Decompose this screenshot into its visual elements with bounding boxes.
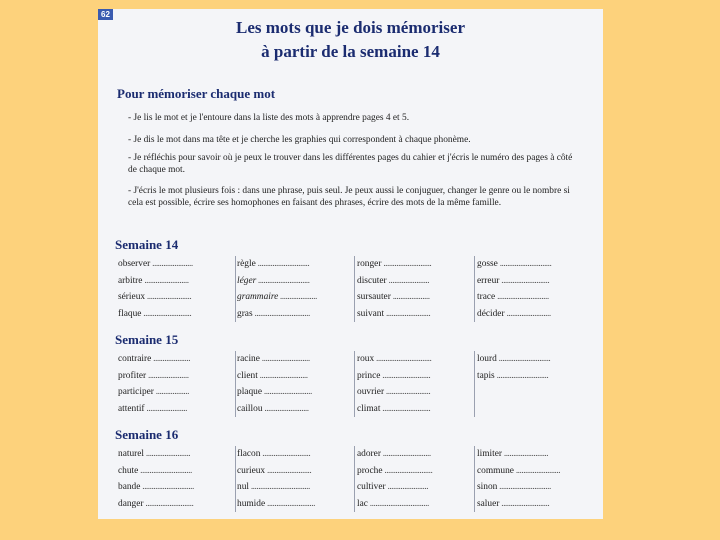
word-text: danger	[118, 498, 144, 509]
week-14-column-4	[476, 256, 594, 322]
word-text: climat	[357, 403, 381, 414]
word-text: limiter	[477, 449, 502, 459]
word-item	[476, 256, 594, 273]
dotted-fill-line: ........................	[145, 292, 192, 302]
dotted-fill-line: ........................	[144, 449, 191, 459]
word-text: attentif	[118, 403, 145, 414]
dotted-fill-line: ........................	[384, 308, 431, 319]
dotted-fill-line: ......................	[150, 259, 193, 269]
dotted-fill-line: ..........................	[257, 370, 308, 381]
dotted-fill-line: ..........................	[141, 308, 192, 319]
dotted-fill-line: ............................	[497, 482, 551, 492]
dotted-fill-line: ..........................	[380, 449, 431, 459]
word-item	[356, 446, 474, 463]
dotted-fill-line: ......................	[386, 275, 430, 286]
word-text: flaque	[118, 308, 142, 319]
word-text: chute	[118, 465, 139, 476]
word-text: commune	[477, 465, 514, 476]
week-14-column-2	[236, 256, 355, 322]
word-text: contraire	[118, 354, 152, 364]
week-15-column-3	[356, 351, 475, 417]
dotted-fill-line: ............................	[255, 259, 310, 269]
word-item	[236, 289, 354, 306]
word-item	[236, 368, 354, 385]
word-item	[476, 351, 594, 368]
dotted-fill-line: ........................	[262, 403, 309, 414]
word-item	[356, 256, 474, 273]
word-item	[476, 368, 594, 385]
word-text: ouvrier	[357, 387, 385, 397]
word-item	[476, 273, 594, 290]
word-text: profiter	[118, 370, 147, 381]
word-text: arbitre	[118, 275, 143, 286]
word-text: roux	[357, 354, 375, 364]
word-text: léger	[237, 275, 257, 286]
word-text: participer	[118, 387, 154, 397]
word-text: plaque	[237, 387, 262, 397]
instruction-1: - Je lis le mot et je l'entoure dans la liste des mots à apprendre pages 4 et 5.	[128, 113, 410, 123]
dotted-fill-line: ............................	[140, 482, 194, 492]
word-text: sursauter	[357, 292, 391, 302]
dotted-fill-line: ..........................	[260, 449, 311, 459]
dotted-fill-line: ..........................	[265, 498, 315, 509]
word-item	[356, 463, 474, 480]
word-item	[476, 479, 594, 496]
dotted-fill-line: ........................	[513, 465, 561, 476]
week-16-column-4	[476, 446, 594, 512]
word-item	[236, 401, 354, 418]
dotted-fill-line: ....................	[278, 292, 318, 302]
word-item	[476, 446, 594, 463]
word-item	[356, 401, 474, 418]
dotted-fill-line: ............................	[497, 259, 552, 269]
word-text: discuter	[357, 275, 387, 286]
week-14-column-1	[117, 256, 236, 322]
word-item	[236, 256, 354, 273]
word-text: flacon	[237, 449, 261, 459]
word-item	[236, 479, 354, 496]
section-title: Pour mémoriser chaque mot	[117, 86, 276, 101]
instruction-4: - J'écris le mot plusieurs fois : dans une phrase, puis seul. Je peux aussi le conjuguer, changer le genre ou le nombre si cela est possible, écrire ses homophones en faisant des phrases, écrire des mots de la même famille.	[128, 186, 570, 209]
page-number: 62	[98, 9, 113, 20]
word-item	[117, 446, 235, 463]
dotted-fill-line: ..........................	[381, 259, 432, 269]
word-text: observer	[118, 259, 151, 269]
word-text: prince	[357, 370, 381, 381]
dotted-fill-line: ........................	[384, 387, 431, 397]
word-item	[236, 446, 354, 463]
week-16-column-2	[236, 446, 355, 512]
word-text: humide	[237, 498, 266, 509]
week-15-title: Semaine 15	[115, 332, 179, 347]
week-15-column-2	[236, 351, 355, 417]
dotted-fill-line: ..............................	[374, 354, 432, 364]
week-16-column-3	[356, 446, 475, 512]
word-text: saluer	[477, 498, 500, 509]
word-item	[117, 273, 235, 290]
book-page	[98, 9, 603, 519]
word-item	[117, 256, 235, 273]
word-item	[356, 384, 474, 401]
word-text: caillou	[237, 403, 263, 414]
week-16-column-1	[117, 446, 236, 512]
word-item	[236, 384, 354, 401]
dotted-fill-line: ............................	[138, 465, 192, 476]
word-item	[236, 463, 354, 480]
word-text: gras	[237, 308, 253, 319]
dotted-fill-line: ........................	[142, 275, 189, 286]
word-text: bande	[118, 482, 141, 492]
dotted-fill-line: ................................	[367, 498, 429, 509]
dotted-fill-line: ........................	[502, 449, 549, 459]
word-text: gosse	[477, 259, 498, 269]
word-text: sérieux	[118, 292, 146, 302]
dotted-fill-line: ..........................	[499, 498, 550, 509]
dotted-fill-line: ..................	[153, 387, 189, 397]
word-text: règle	[237, 259, 256, 269]
word-text: lourd	[477, 354, 497, 364]
word-item	[476, 289, 594, 306]
dotted-fill-line: ..........................	[382, 465, 433, 476]
dotted-fill-line: ........................	[265, 465, 312, 476]
word-item	[356, 289, 474, 306]
dotted-fill-line: ......................	[385, 482, 429, 492]
page-title-line-2: à partir de la semaine 14	[261, 42, 440, 61]
word-item	[117, 401, 235, 418]
dotted-fill-line: ..........................	[380, 403, 431, 414]
dotted-fill-line: ..........................	[259, 354, 310, 364]
word-item	[117, 496, 235, 513]
dotted-fill-line: ............................	[494, 370, 549, 381]
word-item	[476, 306, 594, 323]
word-text: curieux	[237, 465, 266, 476]
week-14-title: Semaine 14	[115, 237, 179, 252]
word-text: suivant	[357, 308, 385, 319]
dotted-fill-line: ......................	[144, 403, 187, 414]
week-14-column-3	[356, 256, 475, 322]
instruction-3: - Je réfléchis pour savoir où je peux le trouver dans les différentes pages du cahier et j'écris le numéro des pages à côté de chaque mot.	[128, 153, 573, 176]
word-item	[117, 463, 235, 480]
dotted-fill-line: ........................	[504, 308, 551, 319]
dotted-fill-line: ......................	[146, 370, 189, 381]
word-item	[236, 351, 354, 368]
word-item	[117, 306, 235, 323]
word-item	[356, 351, 474, 368]
dotted-fill-line: ................................	[248, 482, 310, 492]
word-item	[117, 351, 235, 368]
week-15-column-4	[476, 351, 594, 417]
word-text: cultiver	[357, 482, 386, 492]
word-item	[356, 496, 474, 513]
word-item	[236, 306, 354, 323]
word-item	[356, 273, 474, 290]
word-text: nul	[237, 482, 249, 492]
week-15-column-1	[117, 351, 236, 417]
word-item	[476, 496, 594, 513]
instruction-2: - Je dis le mot dans ma tête et je cherche les graphies qui correspondent à chaque phonème.	[128, 135, 471, 145]
dotted-fill-line: ............................	[496, 354, 551, 364]
word-text: grammaire	[237, 292, 279, 302]
word-text: racine	[237, 354, 260, 364]
dotted-fill-line: ..........................	[499, 275, 550, 286]
week-16-title: Semaine 16	[115, 427, 179, 442]
dotted-fill-line: ....................	[151, 354, 191, 364]
word-item	[117, 289, 235, 306]
word-text: proche	[357, 465, 383, 476]
word-item	[356, 306, 474, 323]
dotted-fill-line: ..........................	[262, 387, 312, 397]
word-text: client	[237, 370, 258, 381]
word-item	[236, 496, 354, 513]
word-text: décider	[477, 308, 505, 319]
word-item	[117, 384, 235, 401]
word-item	[236, 273, 354, 290]
word-item	[117, 368, 235, 385]
word-text: erreur	[477, 275, 500, 286]
word-text: ronger	[357, 259, 382, 269]
word-text: sinon	[477, 482, 498, 492]
word-text: trace	[477, 292, 496, 302]
dotted-fill-line: ............................	[495, 292, 549, 302]
page-title-line-1: Les mots que je dois mémoriser	[236, 18, 465, 37]
dotted-fill-line: ..............................	[252, 308, 310, 319]
word-item	[356, 368, 474, 385]
dotted-fill-line: ....................	[390, 292, 430, 302]
dotted-fill-line: ............................	[256, 275, 310, 286]
word-item	[117, 479, 235, 496]
word-item	[356, 479, 474, 496]
word-text: lac	[357, 498, 368, 509]
word-text: naturel	[118, 449, 145, 459]
dotted-fill-line: ..........................	[380, 370, 431, 381]
word-text: adorer	[357, 449, 381, 459]
word-text: tapis	[477, 370, 495, 381]
word-item	[476, 463, 594, 480]
dotted-fill-line: ..........................	[143, 498, 194, 509]
